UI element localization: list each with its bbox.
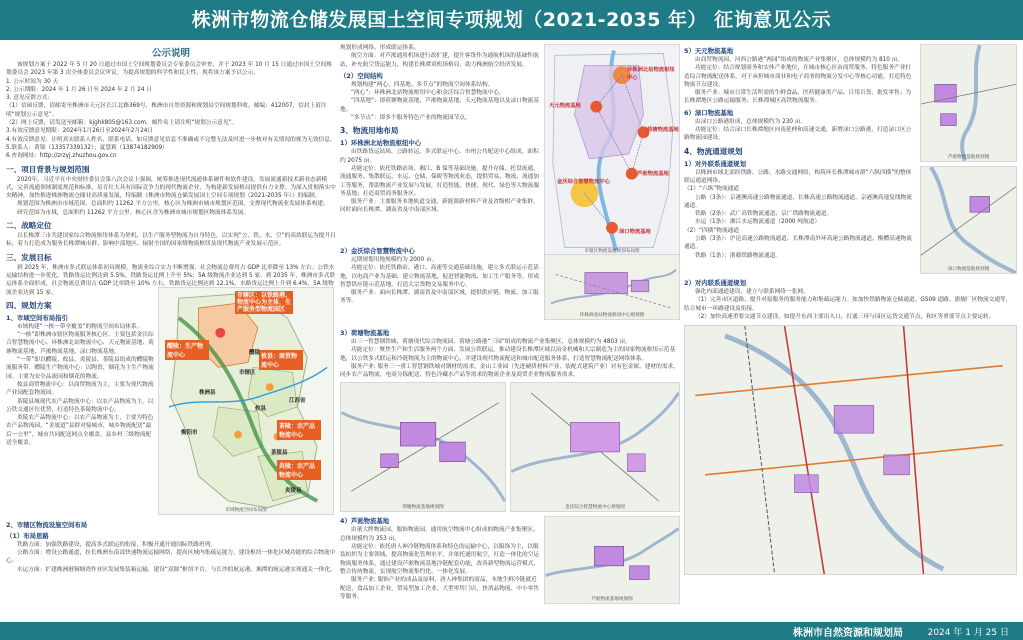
paragraph: 茶陵县城现代农产品物流中心：以农产品物流为主。以公铁交通区位优势，打造特色茶陵物流中心。 xyxy=(6,398,154,413)
map-hetang xyxy=(340,382,506,512)
map-lukou xyxy=(920,166,1017,274)
map-tag-youxian: 攸县：商贸物流中心 xyxy=(259,350,303,370)
footer-org: 株洲市自然资源和规划局 xyxy=(793,628,903,639)
paragraph: 以株洲市域北部经铁路、公路、水路交通网络，构筑环长株潭城市群“六纵四横”的整体联运通道网络。 xyxy=(684,169,912,184)
map-tag-liling: 醴陵：生产物流中心 xyxy=(165,340,209,360)
paragraph: 由铁路货运站场、公路转运、多式联运中心、市州公共配送中心组成，面积约 2075 亩。 xyxy=(340,149,539,164)
map-label: 攸县 xyxy=(255,405,267,412)
section-heading: 二、战略定位 xyxy=(6,221,52,231)
map-caption: 环株洲北站物流枢纽中心规划图 xyxy=(579,313,645,318)
paragraph: （2）“四横”物流通道 xyxy=(684,227,740,234)
notice-item: 5.联系人：黄锦（13357339132）；夏慧莉（13874182909） xyxy=(6,144,168,151)
map-north-hub xyxy=(544,254,680,320)
paragraph: 功能定位：依托铁路站场、湘江、B 保等基础设施，提升存储、托盘流通、流通服务、集散联运、水运、仓储、保税等物流业态，提供贸易、物流、流通加工等服务，帮助物流产业发展与发展，打造智能、快捷、现代、绿色等大物流服务基地；打造商贸商务服务区。 xyxy=(340,165,540,197)
paragraph: 市域构建“一核一带全覆盖”的物流空间布局体系。 xyxy=(17,323,143,330)
paragraph: 铁路（1条）：浙赣铁路物流通道。 xyxy=(695,252,782,259)
section-heading: 3、物流用地布局 xyxy=(340,126,399,136)
column-left xyxy=(6,44,336,620)
map-lusong xyxy=(544,516,680,604)
paragraph: 由渌口公路港组成，总体规模约为 230 亩。 xyxy=(695,118,807,125)
map-tag-chaling: 茶陵：农产品物流中心 xyxy=(277,420,321,440)
notice-title: 公示说明 xyxy=(151,48,190,59)
map-label: 醴陵 xyxy=(249,349,261,356)
notice-item: （1）信函反馈，请邮寄至株洲市天元区长江北路369号，株洲市自然资源和规划局空间规划科收，邮编：412007，信封上请注明“规划公示意见”。 xyxy=(6,103,327,118)
map-channels xyxy=(684,325,1017,575)
paragraph: 强化内部通道建设，建立与联系网络一张网。 xyxy=(695,289,809,295)
paragraph: 功能定位：依托铁路站、港口、高速等交通基础设施，建立多式联运示范基地，以电商产业为基础，建立物流基地，促进智能物流、加工生产服务等，形成智慧供应链示范基地，打造大宗货物交易服务中心。 xyxy=(340,265,540,288)
map-hetang-svg xyxy=(341,383,505,511)
sub-heading: 4）芦淞物流基地 xyxy=(340,517,390,526)
layout-with-map xyxy=(684,44,1017,276)
map-jinwo-svg xyxy=(511,383,679,511)
map-label: 茶陵县 xyxy=(271,449,288,456)
map-city-svg xyxy=(159,288,333,514)
layout-with-map xyxy=(340,514,680,620)
paragraph: 公路（3条）：京港澳高速公路物流通道、长株高速公路物流通道、京港澳高速复线物流通道。 xyxy=(684,194,912,209)
paragraph: 攸县商贸物流中心：以商贸物流为主，主要为现代物流产业园配套物流园。 xyxy=(6,381,154,397)
map-label: 芦淞物流基地 xyxy=(637,171,669,177)
map-channels-svg xyxy=(685,326,1016,574)
map-north-hub-svg xyxy=(545,255,679,319)
footer-band xyxy=(0,622,1023,640)
map-label: 渌口物流基地 xyxy=(619,229,651,235)
map-city-layout xyxy=(158,287,334,515)
sub-heading: （1）布局思路 xyxy=(6,531,49,540)
map-urban-layout xyxy=(544,44,680,256)
text-block xyxy=(340,244,540,306)
sub-heading: 2、市辖区物流设施空间布局 xyxy=(6,520,88,529)
layout-with-map xyxy=(340,244,680,326)
paragraph: 水运（1条）：湘江水运物流通道（2000 吨航道） xyxy=(695,219,821,226)
notice-url[interactable]: 6.查询网址：http://zrzyj.zhuzhou.gov.cn xyxy=(6,153,117,160)
paragraph: 服务产业：主要服务本地轨道交通、新能源新材料产业及省级相产业集群，同时面向长株潭、湖南省及中南部区域。 xyxy=(340,199,539,214)
paragraph: 水运方面：扩建株洲港铜塘湾作业区发展集装箱运输，建设“双源”枢纽平台，与长沙的航运港、湘潭的航运港实现通关一体化。 xyxy=(17,566,336,573)
paragraph: 功能定位：结合规划商务和实体产业地位，在城市核心区由商贸服务、特色服务产业打造综合物流配送体系，对于承担城市商业和电子商务的物流分发中心等核心功能，打造特色物流节点建设。 xyxy=(684,65,912,88)
paragraph: 功能定位：依托唐人神冷链物流体系和特色的运输中心，以服饰为主，以服装纺织为主要领域，提高物流化管理水平，并依托通用航空，打造一体化的空运物流服务体系，通过建设芦淞物流基地冷链配套功能，改善新型物流运营模式，整合传统物流，实现航空物流集约化、一体化发展。 xyxy=(340,544,540,575)
paragraph: 远期规划用地规模约为 2000 亩。 xyxy=(351,257,438,263)
paragraph: 到 2025 年，株洲市多式联运体系初具规模，物流业综合实力不断增强，社会物流总费用占 GDP 比率降至 13% 左右；公铁水运输结构进一步优化，铁路货运比例达到 5.5%，铁路货运比例上升至 5%；5A 级物流企业达到 5 家。到 2035 年，株洲市多式联运体系全面形成，社会物流总费用占 GDP 比率降至 10% 左右，铁路货运比例达到 12.1%，水路货运比例上升到 6.4%，5A 级物流企业达到 15 家。 xyxy=(6,264,336,296)
section-heading: 4、物流通道规划 xyxy=(684,146,743,156)
map-caption: 芦淞物流基地规划图 xyxy=(947,155,990,160)
map-label: 炎陵县 xyxy=(285,487,302,494)
map-caption: 金沃综合智慧物流中心规划图 xyxy=(565,505,625,511)
paragraph: 由董大牌物流园、服饰物流园、通用航空物流中心组成的物流产业集聚区，总体规模约为 353 亩。 xyxy=(340,527,539,542)
sub-heading: 1、市域空间布局指引 xyxy=(6,313,68,322)
paragraph: （1）“六纵”物流通道 xyxy=(684,186,740,193)
paragraph: 服务产业：面向长株潭、湖南省及中南部区域，提供供应链、物流、加工服务等。 xyxy=(340,290,539,305)
paragraph: 铁路方面：加强铁路建设，提高多式联运的衔接，积极开通开通国际铁路班列。 xyxy=(17,541,217,548)
sub-heading: 1）对外联系通道规划 xyxy=(684,159,746,168)
sub-heading: 3）荷塘物流基地 xyxy=(340,329,390,337)
section-heading: 三、发展目标 xyxy=(6,252,52,262)
paragraph: 规划范围为株洲市市域范围，总面积约 11262 平方公里。核心区为株洲市城市规划区范围，支撑现代物流业发展体系构建。 xyxy=(17,201,329,208)
sub-heading: 2）对内联系通道规划 xyxy=(684,279,746,287)
paragraph: （1）完善市区道路，提升对接服务的服务能力和集疏运能力。如加快铁路物流仓储通道、GS09 道路、旗舰厂区物流交通等，结合城市一环路建设及衔接。 xyxy=(684,297,1012,312)
sub-heading: 1）环株洲北站物流枢纽中心 xyxy=(340,139,422,148)
notice-item: 3.有效反馈意见期限：2024年1月26日至2024年2月24日 xyxy=(6,128,154,135)
map-label: 株洲县 xyxy=(199,389,216,396)
paragraph: “一核”即株洲市辖区物流服务核心区。主要包括金沃综合智慧物流中心、环株洲北站物流中心、天元物流基地、荷塘物流基地、芦淞物流基地、渌口物流基地。 xyxy=(6,332,154,355)
sub-heading: 6）渌口物流基地 xyxy=(684,108,734,117)
paragraph: 以长株潭三市共建国家综合物流枢纽体系为契机，以生产服务型物流为自身特色，以实现“公、铁、水、空”的高效联运为提升目标，着力打造成为服务长株潭城市群、影响中部地区、辐射全国的国家级物流枢纽及现代物流产业发展示范区。 xyxy=(6,233,336,248)
paragraph: 服务产业: 服务三一重工智慧钢铁城对钢材的需求，金山工业园（先进硬质材料产业、装配式建筑产业）对有色金属、建材的需求，同步农产品物流、电商分拣配送、特色冷藏水产品等需求的物流企业及商贸企业物流服务需求。 xyxy=(340,363,679,379)
notice-intro: 该规划方案于 2022 年 5 月 20 日通过市国土空间规划委员会专家委员会审查，并于 2023 年 10 月 15 日通过市国土空间规划委员会 2023 年第 3 次全体委员会议审议。为提高规划的科学性和民主性，现将该方案予以公示。 xyxy=(6,62,332,77)
paragraph: 铁路（2条）：武广高铁物流通道、京广铁路物流通道。 xyxy=(695,211,833,218)
text-block xyxy=(340,514,540,601)
section-heading: 四、规划方案 xyxy=(6,300,52,310)
map-label: 天元物流基地 xyxy=(549,103,581,109)
paragraph: 服务产业: 服饰产业的成品及原料，唐人神集团的商品，本地生鲜冷链就近配送，食品加工企业，贸易型加工企业，大型零售门店，快消品物流、中小零售等服务。 xyxy=(340,577,540,600)
map-label: 环株洲北站物流枢纽中心 xyxy=(627,67,675,81)
paragraph: 2020年，习近平在中央财经委员会第八次会议上强调，统筹推进现代流通体系硬件和软件建设，发展流通新技术新业态新模式，完善流通领域制度规范和标准，培育壮大具有国际竞争力的现代物流企业，为构建新发展格局提供有力支撑。为深入贯彻落实中央精神，加快推进株洲物流仓储业高质量发展，特编制《株洲市物流仓储发展国土空间专项规划（2021-2035 年）》的编制。 xyxy=(6,176,336,200)
text-block xyxy=(340,44,540,215)
section-heading: 一、项目背景与规划范围 xyxy=(6,164,90,174)
sub-heading: 5）天元物流基地 xyxy=(684,47,734,55)
text-block xyxy=(684,44,916,260)
notice-item: 2. 公示期限：2024 年 1 月 26 日至 2024 年 2 月 24 日 xyxy=(6,86,153,93)
sub-heading: 2）金沃综合智慧物流中心 xyxy=(340,247,415,255)
map-tag-core: 市辖区：以铁路港、物流中心为主体，生产服务型物流园区 xyxy=(237,291,292,313)
map-tianyuan-svg xyxy=(921,45,1016,161)
paragraph: “两心”：环株洲北站物流枢纽中心和金沃综合智慧物流中心。 xyxy=(351,90,505,97)
map-label: 金沃综合智慧物流中心 xyxy=(557,179,610,185)
map-caption: 市域物流空间布局图 xyxy=(225,507,267,513)
maps-row xyxy=(340,382,680,514)
map-caption: 市辖区物流设施规划布局图 xyxy=(584,249,640,254)
notice-item: 3. 意见反馈方式： xyxy=(6,95,54,102)
sub-heading: （2）空间结构 xyxy=(340,71,383,80)
map-caption: 荷塘物流基地规划图 xyxy=(402,505,444,511)
column-right xyxy=(684,44,1017,620)
map-jinwo xyxy=(510,382,680,512)
paragraph: “一带”即以醴陵、攸县、炎陵县、茶陵县组成的醴陵物流服务带。醴陵生产物流中心：以陶瓷、烟花为主生产物流园。主要为安全品流园和烟花的物流。 xyxy=(6,357,154,380)
map-label: 衡阳市 xyxy=(181,429,198,436)
map-tianyuan xyxy=(920,44,1017,162)
notice-item: 4.有效反馈意见：注明真实联系人姓名、联系电话，如反馈意见信息不准确或不完整无法及时进一步核对有关情况的视为无效信息。 xyxy=(6,136,336,143)
page-title: 株洲市物流仓储发展国土空间专项规划（2021-2035 年） 征询意见公示 xyxy=(191,9,832,31)
paragraph: （2）加快高速重要交通节点建设，如提升东西主要出入口，打通三环与园区运货交通节点，和区等重要节点主要运转。 xyxy=(695,313,995,320)
footer-date: 2024 年 1 月 25 日 xyxy=(927,628,1009,638)
paragraph: 规划形成网络，形成联运体系。 xyxy=(340,45,420,51)
paragraph: 功能定位：聚焦生产和生活服务两个方面，发展公铁联运，推动建设长株潭区域以冶金机械和大宗制造为主的国家物流枢纽示范基地，以公铁多式联运和冷链物流为主的物流中心，并建设现代物流配送和城市配送服务体系，打造智慧物流配送网络体系。 xyxy=(340,347,676,362)
map-caption: 芦淞物流基地规划图 xyxy=(591,597,633,603)
map-tag-yanling: 炎陵：农产品物流中心 xyxy=(277,460,321,480)
text-block xyxy=(6,323,154,447)
paragraph: 由三一智慧钢铁城、荷塘现代综合物流园、荷塘公路港“三园”组成的物流产业集聚区，总体规模约为 4803 亩。 xyxy=(351,339,631,345)
map-lukou-svg xyxy=(921,167,1016,273)
paragraph: “多节点”：即多个服务特色产业的物流园节点。 xyxy=(351,115,471,122)
paragraph: 研究范围为市域，总面积约 11262 平方公里。核心区含为株洲市城市规划区物流体系发展。 xyxy=(17,209,250,216)
paragraph: 由商贸物流园、河西公路港“两园”组成的物流产业集聚区，总体规模约为 810 亩。 xyxy=(695,57,904,63)
map-lusong-svg xyxy=(545,517,679,603)
map-label: 市辖区 xyxy=(239,369,256,376)
notice-item: 1. 公示时间为 30 天 xyxy=(6,78,59,85)
map-label: 江西省 xyxy=(289,397,306,404)
map-label: 荷塘物流基地 xyxy=(647,127,679,133)
header-band xyxy=(0,0,1023,40)
paragraph: 服务产业：城市日常生活所需的生鲜食品、医药健康类产品、日用百货、批发零售；为长株潭地区公路运输服务；长株潭城区高铁物流服务。 xyxy=(684,90,912,105)
map-caption: 渌口物流基地规划图 xyxy=(947,267,990,272)
paragraph: “四基地”：即荷塘物流基地、芦淞物流基地、天元物流基地以及渌口物流基地。 xyxy=(340,98,539,113)
paragraph: 规划构建“两心、四基地、多节点”的物流空间体系结构。 xyxy=(351,81,494,88)
paragraph: 公路（3条）：沪昆高速公路物流通道、长株潭南外环高速公路物流通道、衡醴高速物流通道。 xyxy=(684,236,912,251)
notice-item: （2）网上反馈，请发送至邮箱：kjghk805@163.com，邮件名上请注明“规划公示意见”。 xyxy=(6,120,238,127)
paragraph: 航空方面：对芦淞通用机场进行改扩建，提升客货作为通航机场的基础性航站，补充航空货运能力，构建长株潭双机场格局，助力株洲航空经济发展。 xyxy=(340,53,539,68)
paragraph: 功能定位：结合渌口长株潭地区向南延伸和高速交通，新增渌口公路港，打造渌口区公路物流园建设。 xyxy=(684,127,912,142)
column-middle xyxy=(340,44,680,620)
paragraph: 公路方面：增设公路通道，拉长株洲东南部快速物流运输网络，提高区域内集疏运能力，建设枢纽一体化区域功能的综合物流中心。 xyxy=(6,550,336,565)
paragraph: 炎陵农产品物流中心：以农产品物流为主，主要为特色农产品物流园，“金厦道”县群对接城市，城乡物流配送“最后一公里”，城市共同配送网点全覆盖，县乡村三级物流配送全覆盖。 xyxy=(6,415,154,446)
